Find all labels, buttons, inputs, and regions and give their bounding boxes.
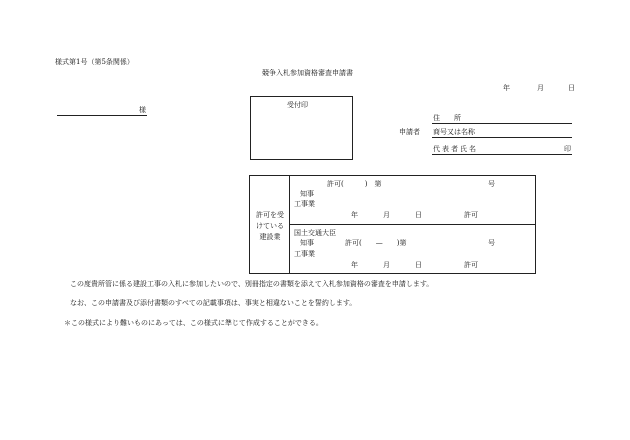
minister-month-label: 月 (383, 261, 390, 269)
reception-stamp-box (250, 96, 353, 160)
representative-line (432, 154, 572, 155)
minister-type-label: 工事業 (294, 250, 315, 258)
form-note: ＊この様式により難いものにあっては、この様式に準じて作成することができる。 (64, 319, 323, 327)
governor-number-label: 号 (488, 180, 495, 188)
pledge-paragraph: なお、この申請書及び添付書類のすべての記載事項は、事実と相違ないことを誓約します。 (70, 299, 357, 307)
applicant-label: 申請者 (399, 128, 420, 136)
addressee-line (57, 115, 147, 116)
date-month-label: 月 (537, 84, 544, 92)
address-line (432, 123, 572, 124)
minister-day-label: 日 (415, 261, 422, 269)
license-table-header: 許可を受けている建設業 (256, 211, 284, 241)
license-table-divider-horizontal (289, 224, 536, 225)
minister-ministry-label: 国土交通大臣 (294, 229, 336, 237)
minister-year-label: 年 (351, 261, 358, 269)
minister-number-label: 号 (488, 239, 495, 247)
address-label: 住 所 (433, 114, 461, 122)
form-number: 様式第1号（第5条関係） (55, 58, 134, 66)
reception-stamp-label: 受付印 (287, 101, 308, 109)
minister-permit-suffix: 許可 (464, 261, 478, 269)
seal-mark: 印 (564, 145, 571, 153)
representative-label: 代表者氏名 (433, 145, 478, 153)
governor-type-label: 工事業 (294, 200, 315, 208)
governor-day-label: 日 (415, 211, 422, 219)
company-name-label: 商号又は名称 (433, 128, 475, 136)
minister-chiji-label: 知事 (300, 239, 314, 247)
date-day-label: 日 (568, 84, 575, 92)
addressee-suffix: 様 (139, 106, 146, 114)
governor-permit-label: 許可( ) 第 (327, 180, 382, 188)
governor-chiji-label: 知事 (300, 190, 314, 198)
minister-permit-label: 許可( — )第 (345, 239, 407, 247)
governor-year-label: 年 (351, 211, 358, 219)
application-paragraph: この度貴所管に係る建設工事の入札に参加したいので、別冊指定の書類を添えて入札参加資格の審査を申請します。 (70, 280, 434, 288)
company-name-line (432, 137, 572, 138)
date-year-label: 年 (503, 84, 510, 92)
governor-month-label: 月 (383, 211, 390, 219)
document-title: 競争入札参加資格審査申請書 (262, 69, 353, 77)
governor-permit-suffix: 許可 (464, 211, 478, 219)
